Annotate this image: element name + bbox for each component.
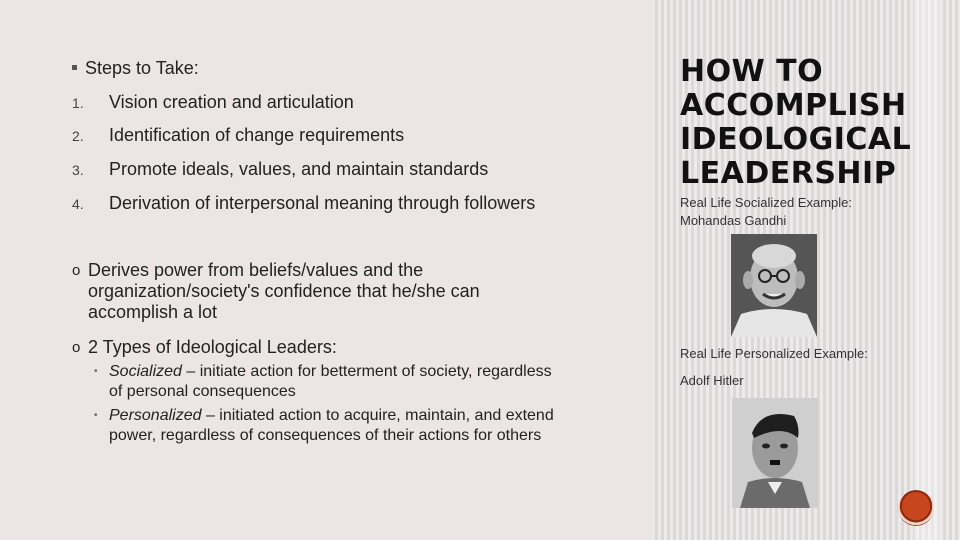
steps-heading: Steps to Take: <box>72 58 199 79</box>
bullet-text: 2 Types of Ideological Leaders: <box>88 337 337 357</box>
step-text: Vision creation and articulation <box>109 92 354 112</box>
personalized-caption: Real Life Personalized Example: <box>680 346 868 361</box>
term-personalized: Personalized <box>109 407 202 424</box>
personalized-name: Adolf Hitler <box>680 373 744 388</box>
step-text: Derivation of interpersonal meaning through followers <box>109 193 536 213</box>
socialized-caption: Real Life Socialized Example: Mohandas Gandhi <box>680 195 852 228</box>
step-text: Identification of change requirements <box>109 125 405 145</box>
slide-title: HOW TO ACCOMPLISH IDEOLOGICAL LEADERSHIP <box>680 54 912 191</box>
definition-text: – initiated action to acquire, maintain, and extend power, regardless of consequences of their actions for others <box>109 407 554 444</box>
circle-bullet-icon: o <box>72 339 81 356</box>
slide-number-badge <box>898 490 934 526</box>
step-item <box>72 125 404 146</box>
square-bullet-icon <box>72 65 77 70</box>
dot-bullet-icon: • <box>94 410 98 421</box>
gandhi-photo <box>731 234 817 337</box>
step-number: 1. <box>72 95 84 111</box>
dot-bullet-icon: • <box>94 366 98 377</box>
circle-bullet-icon: o <box>72 262 81 279</box>
step-number: 3. <box>72 162 84 178</box>
bullet-text: Derives power from beliefs/values and the organization/society's confidence that he/she can accomplish a lot <box>88 260 480 322</box>
term-socialized: Socialized <box>109 363 182 380</box>
step-number: 4. <box>72 196 84 212</box>
step-number: 2. <box>72 128 84 144</box>
step-item <box>72 159 488 180</box>
step-item <box>72 92 354 113</box>
step-text: Promote ideals, values, and maintain standards <box>109 159 489 179</box>
hitler-photo <box>732 398 818 508</box>
definition-text: – initiate action for betterment of society, regardless of personal consequences <box>109 363 552 400</box>
step-item <box>72 193 535 214</box>
